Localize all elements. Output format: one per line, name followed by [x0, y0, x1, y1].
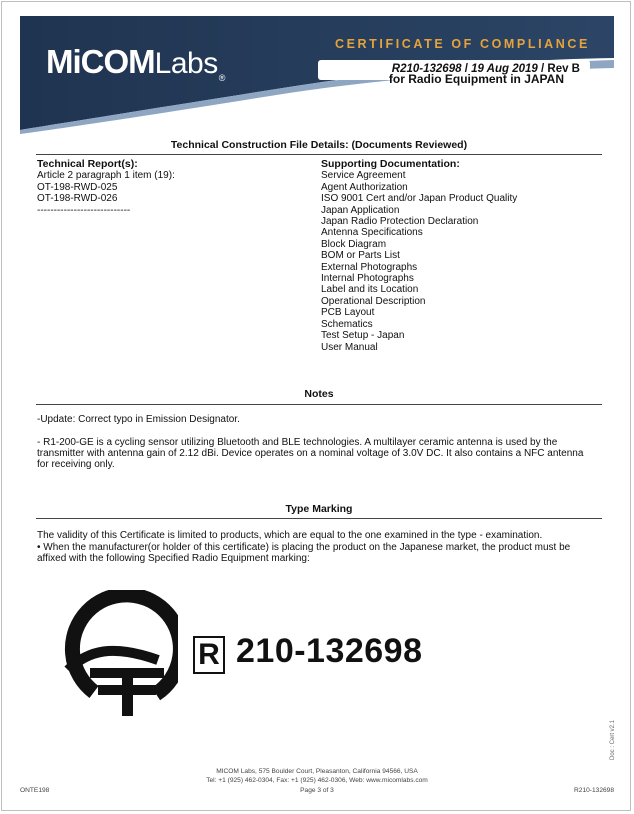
list-item: Label and its Location [321, 284, 419, 296]
list-item: Block Diagram [321, 238, 387, 250]
list-item: Agent Authorization [321, 181, 408, 193]
certificate-title: CERTIFICATE OF COMPLIANCE [334, 37, 590, 51]
list-item: Test Setup - Japan [321, 330, 405, 342]
list-item: BOM or Parts List [321, 250, 400, 262]
list-item: User Manual [321, 341, 378, 353]
list-item: Schematics [321, 318, 373, 330]
footer-address: MICOM Labs, 575 Boulder Court, Pleasanton, California 94566, USA [216, 768, 418, 775]
reports-heading: Technical Report(s): [37, 158, 138, 170]
divider [36, 154, 602, 155]
divider [36, 518, 602, 519]
reference-revision: Rev B [547, 63, 580, 75]
validity-statement: The validity of this Certificate is limited to products, which are equal to the one examined in the type - examination. [37, 530, 543, 541]
footer-left-code: ONTE198 [20, 787, 50, 794]
list-item: OT-198-RWD-026 [37, 193, 118, 205]
list-item: Internal Photographs [321, 273, 414, 285]
list-item: PCB Layout [321, 307, 375, 319]
certification-number: 210-132698 [236, 632, 423, 670]
notes-heading: Notes [304, 388, 334, 400]
list-item: Service Agreement [321, 170, 406, 182]
marking-requirement: • When the manufacturer(or holder of this certificate) is placing the product on the Japanese market, the product must be affixed with the following Specified Radio Equipment marking: [37, 542, 571, 565]
list-item: External Photographs [321, 261, 418, 273]
reference-number: R210-132698 [391, 63, 462, 75]
document-version: Doc : Cert v2.1 [610, 719, 616, 760]
divider [36, 404, 602, 405]
list-item: Japan Application [321, 204, 400, 216]
certificate-reference: R210-132698 / 19 Aug 2019 / Rev B [391, 63, 580, 75]
supporting-documentation [321, 159, 591, 353]
notes-update: -Update: Correct typo in Emission Designator. [37, 414, 240, 425]
list-item: Japan Radio Protection Declaration [321, 216, 479, 228]
giteki-mark-icon [58, 590, 178, 725]
certificate-subtitle: for Radio Equipment in JAPAN [388, 72, 564, 86]
notes-description: - R1-200-GE is a cycling sensor utilizing Bluetooth and BLE technologies. A multilayer ceramic antenna is used by the transmitter with antenna gain of 2.12 dBi. Device operates on a nominal voltage of 3.0V DC. It also contains a NFC antenna for receiving only. [37, 437, 584, 471]
micom-labs-logo: MiCOMLabs® [46, 43, 225, 83]
list-item: ISO 9001 Cert and/or Japan Product Quality [321, 193, 518, 205]
list-item: ---------------------------- [37, 204, 131, 216]
technical-file-heading: Technical Construction File Details: (Documents Reviewed) [170, 139, 468, 151]
list-item: Antenna Specifications [321, 227, 423, 239]
footer-right-code: R210-132698 [574, 787, 614, 794]
list-item: OT-198-RWD-025 [37, 181, 118, 193]
list-item: Operational Description [321, 295, 426, 307]
page-number: Page 3 of 3 [300, 787, 334, 794]
radio-mark-letter: R [193, 636, 225, 674]
footer-contact: Tel: +1 (925) 462-0304, Fax: +1 (925) 462-0306, Web: www.micomlabs.com [206, 777, 428, 784]
type-marking-heading: Type Marking [285, 503, 353, 515]
technical-reports [37, 159, 297, 216]
reference-date: 19 Aug 2019 [471, 63, 538, 75]
supporting-heading: Supporting Documentation: [321, 158, 460, 170]
list-item: Article 2 paragraph 1 item (19): [37, 170, 175, 182]
